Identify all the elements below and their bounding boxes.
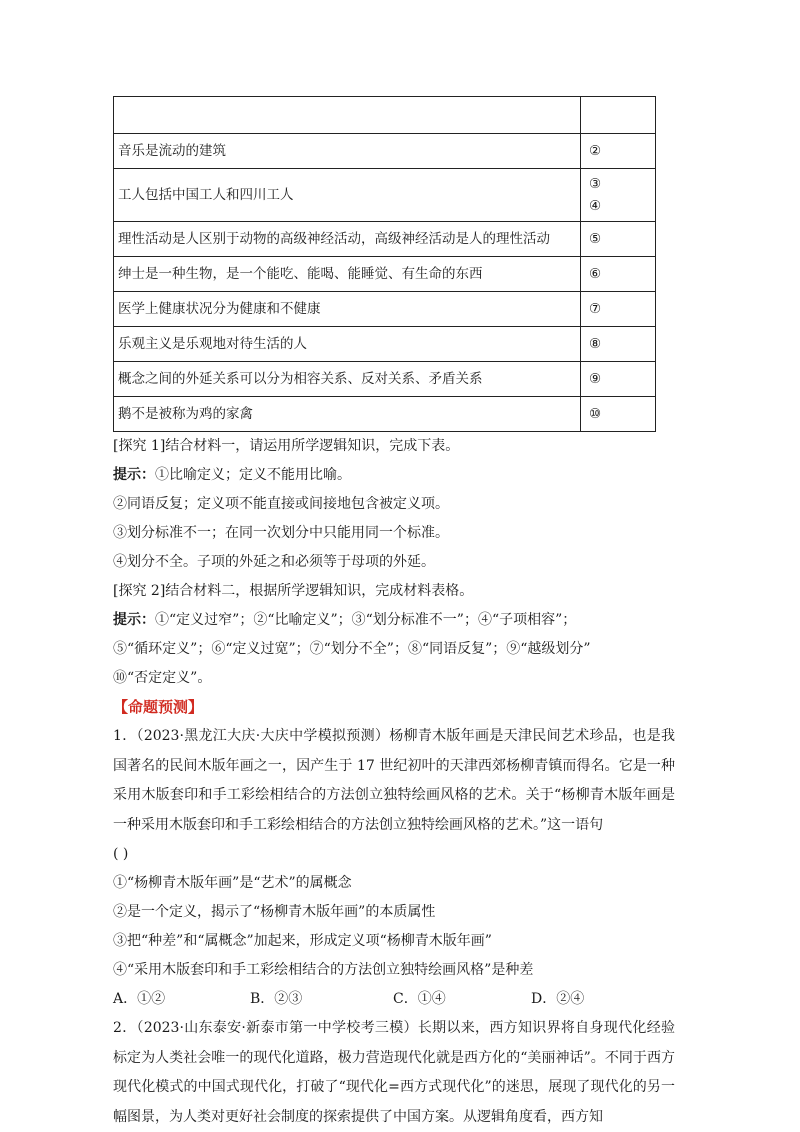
table-cell-text: 音乐是流动的建筑 (114, 134, 581, 169)
choice-b[interactable]: B．②③ (250, 991, 303, 1007)
table-cell-mark: ⑨ (581, 362, 656, 397)
explore1-text: 结合材料一，请运用所学逻辑知识，完成下表。 (165, 438, 460, 454)
choice-a[interactable]: A．①② (113, 991, 166, 1007)
explore2-hint3: ⑩“否定定义”。 (113, 670, 212, 686)
table-cell-text: 绅士是一种生物，是一个能吃、能喝、能睡觉、有生命的东西 (114, 257, 581, 292)
explore1-hint4: ④划分不全。子项的外延之和必须等于母项的外延。 (113, 554, 435, 570)
question-1-choices (113, 985, 683, 1014)
mark-line: ③ (589, 176, 602, 192)
explore1-hint1: 提示：①比喻定义；定义不能用比喻。 (113, 467, 351, 483)
table-cell-mark: ⑦ (581, 292, 656, 327)
question-2-stem: 2．（2023·山东泰安·新泰市第一中学校考三模）长期以来，西方知识界将自身现代化经验标定为人类社会唯一的现代化道路，极力营造现代化就是西方化的“美丽神话”。不同于西方现代化模式的中国式现代化，打破了“现代化=西方式现代化”的迷思，展现了现代化的另一幅图景，为人类对更好社会制度的探索提供了中国方案。从逻辑角度看，西方知 (113, 1020, 675, 1125)
table-row (114, 222, 656, 257)
table-row (114, 169, 656, 222)
question-1-stem: 1．（2023·黑龙江大庆·大庆中学模拟预测）杨柳青木版年画是天津民间艺术珍品，也是我国著名的民间木版年画之一，因产生于 17 世纪初叶的天津西郊杨柳青镇而得名。它是一种采用木版套印和手工彩绘相结合的方法创立独特绘画风格的艺术。关于“杨柳青木版年画是一种采用木版套印和手工彩绘相结合的方法创立独特绘画风格的艺术。”这一语句 (113, 728, 675, 833)
table-cell-text: 工人包括中国工人和四川工人 (114, 169, 581, 222)
question-1-option-1: ①“杨柳青木版年画”是“艺术”的属概念 (113, 875, 352, 891)
table-row (114, 97, 656, 134)
table-cell-mark (581, 169, 656, 222)
table-cell-text: 鹅不是被称为鸡的家禽 (114, 397, 581, 432)
table-row (114, 257, 656, 292)
table-cell-mark: ⑩ (581, 397, 656, 432)
table-cell-text: 医学上健康状况分为健康和不健康 (114, 292, 581, 327)
document-page (113, 96, 683, 1132)
table-row (114, 362, 656, 397)
table-cell-text: 理性活动是人区别于动物的高级神经活动，高级神经活动是人的理性活动 (114, 222, 581, 257)
question-1-option-3: ③把“种差”和“属概念”加起来，形成定义项“杨柳青木版年画” (113, 933, 492, 949)
table-cell-mark (581, 97, 656, 134)
explore1-hint3: ③划分标准不一；在同一次划分中只能用同一个标准。 (113, 525, 449, 541)
table-cell-mark: ⑤ (581, 222, 656, 257)
question-1-option-4: ④“采用木版套印和手工彩绘相结合的方法创立独特绘画风格”是种差 (113, 962, 534, 978)
mark-line: ④ (589, 198, 602, 214)
explore1-line (113, 432, 683, 461)
table-cell-mark: ② (581, 134, 656, 169)
hint-label: 提示： (113, 467, 155, 483)
section-title: 【命题预测】 (113, 698, 204, 716)
table-row (114, 397, 656, 432)
table-cell-text (114, 97, 581, 134)
table-row (114, 292, 656, 327)
table-cell-mark: ⑥ (581, 257, 656, 292)
hint-label: 提示： (113, 612, 155, 628)
explore2-text: 结合材料二，根据所学逻辑知识，完成材料表格。 (165, 583, 474, 599)
table-row (114, 327, 656, 362)
table-row (114, 134, 656, 169)
choice-c[interactable]: C．①④ (393, 991, 446, 1007)
table-cell-text: 乐观主义是乐观地对待生活的人 (114, 327, 581, 362)
explore1-hint2: ②同语反复；定义项不能直接或间接地包含被定义项。 (113, 496, 449, 512)
explore2-hint2: ⑤“循环定义”；⑥“定义过宽”；⑦“划分不全”；⑧“同语反复”；⑨“越级划分” (113, 641, 591, 657)
table-cell-text: 概念之间的外延关系可以分为相容关系、反对关系、矛盾关系 (114, 362, 581, 397)
question-1-paren: ( ) (113, 846, 129, 862)
table-cell-mark: ⑧ (581, 327, 656, 362)
choice-d[interactable]: D．②④ (531, 991, 585, 1007)
explore2-label: [探究 2] (113, 583, 166, 599)
explore1-label: [探究 1] (113, 438, 166, 454)
question-1-option-2: ②是一个定义，揭示了“杨柳青木版年画”的本质属性 (113, 904, 436, 920)
explore2-hint1: 提示：①“定义过窄”；②“比喻定义”；③“划分标准不一”；④“子项相容”； (113, 612, 577, 628)
explore2-line (113, 577, 683, 606)
logic-error-table (113, 96, 656, 432)
